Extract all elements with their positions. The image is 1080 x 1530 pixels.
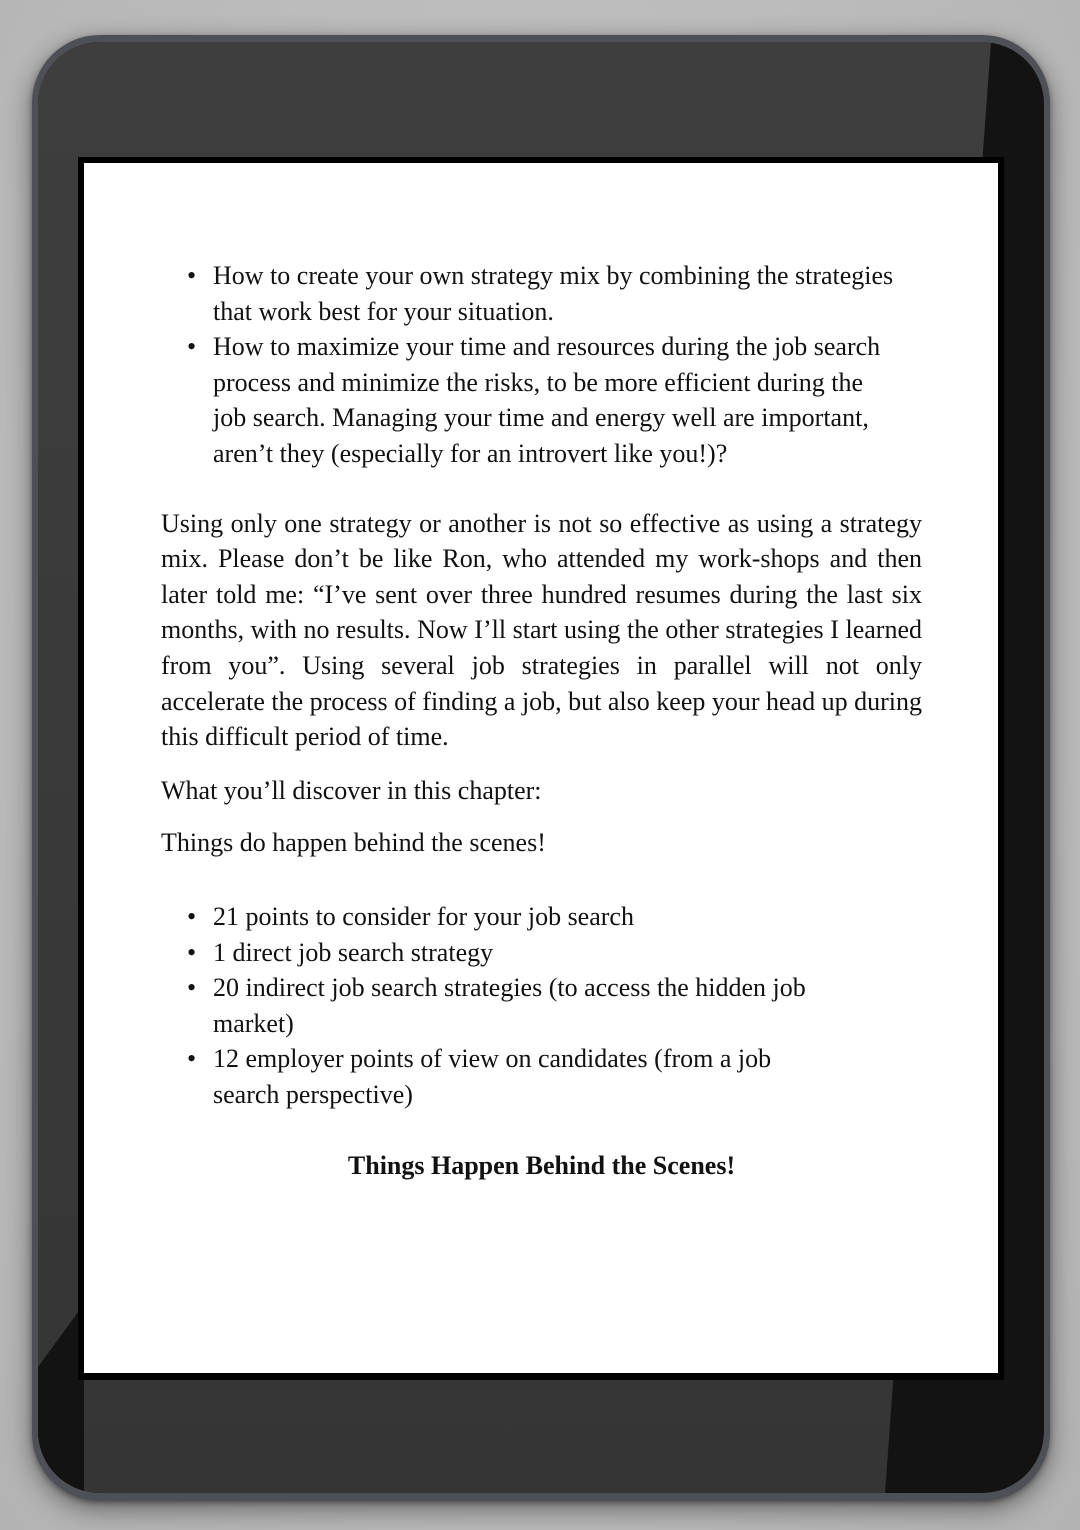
list-item: • 21 points to consider for your job search [213,899,922,935]
screen-frame [78,157,1004,1380]
page-content [161,258,922,1184]
ebook-page[interactable] [84,163,998,1373]
list-item: • 1 direct job search strategy [213,935,922,971]
list-item: • 20 indirect job search strategies (to access the hidden job market) [213,970,873,1041]
section-heading: Things Happen Behind the Scenes! [347,1151,736,1181]
bullet-list-top [161,258,922,472]
list-item: • How to maximize your time and resources during the job search process and minimize the risks, to be more efficient during the job search. Managing your time and energy well are important, aren’t they (especially for an introvert like you!)? [213,329,893,471]
list-item: • 12 employer points of view on candidates (from a job search perspective) [213,1041,843,1112]
tagline: Things do happen behind the scenes! [161,828,546,858]
bullet-list-chapter [161,899,922,1113]
discover-label: What you’ll discover in this chapter: [161,775,542,805]
body-paragraph: Using only one strategy or another is not so effective as using a strategy mix. Please don’t be like Ron, who attended my work-shops and then later told me: “I’ve sent over three hundred resumes during the last six months, with no results. Now I’ll start using the other strategies I learned from you”. Using several job strategies in parallel will not only accelerate the process of finding a job, but also keep your head up during this difficult period of time. [161,508,922,752]
list-item: • How to create your own strategy mix by combining the strategies that work best for your situation. [213,258,922,329]
